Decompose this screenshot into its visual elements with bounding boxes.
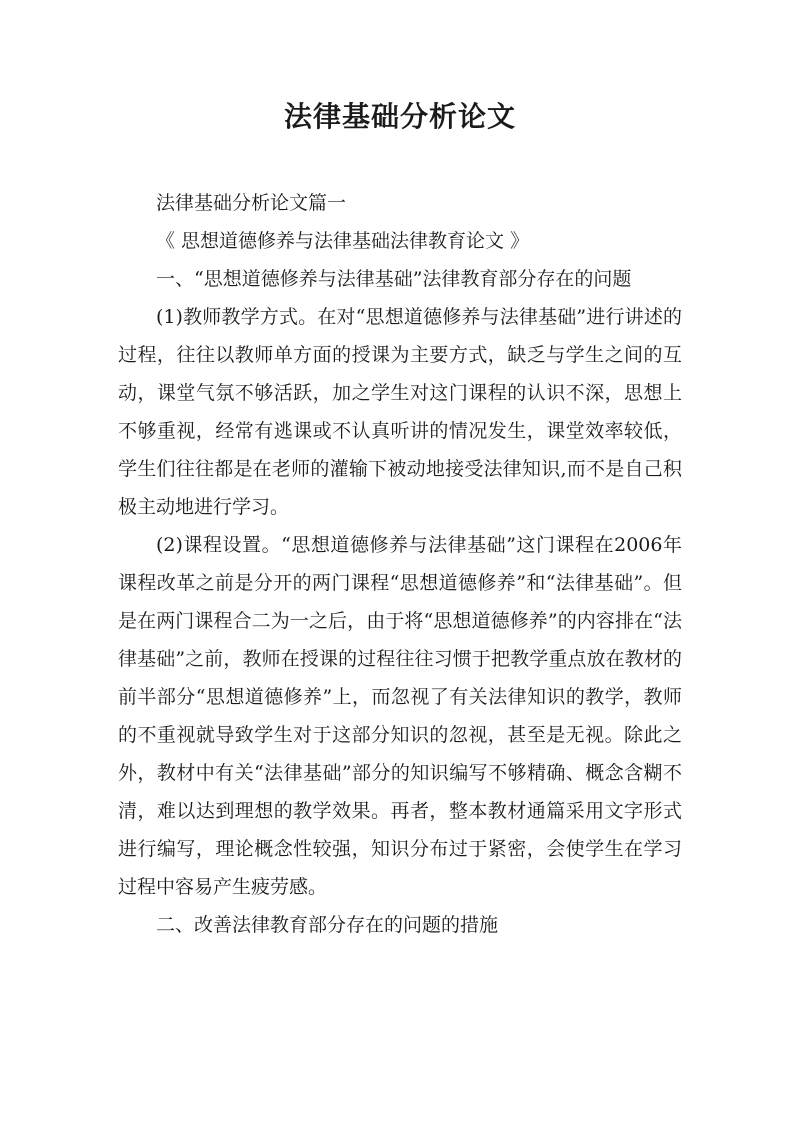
document-title: 法律基础分析论文 — [283, 100, 516, 133]
paragraph-teaching-method: (1)教师教学方式。在对“思想道德修养与法律基础”进行讲述的过程，往往以教师单方面的授课为主要方式，缺乏与学生之间的互动，课堂气氛不够活跃，加之学生对这门课程的认识不深，思想上不够重视，经常有逃课或不认真听讲的情况发生，课堂效率较低，学生们往往都是在老师的灌输下被动地接受法律知识,而不是自己积极主动地进行学习。 — [118, 306, 682, 518]
paragraph-part-one-heading: 一、“思想道德修养与法律基础”法律教育部分存在的问题 — [156, 268, 632, 290]
document-body — [118, 184, 682, 944]
paragraph-part-two-heading: 二、改善法律教育部分存在的问题的措施 — [156, 914, 499, 936]
paragraph-course-setup: (2)课程设置。“思想道德修养与法律基础”这门课程在2006年课程改革之前是分开的两门课程“思想道德修养”和“法律基础”。但是在两门课程合二为一之后，由于将“思想道德修养”的内容排在“法律基础”之前，教师在授课的过程往往习惯于把教学重点放在教材的前半部分“思想道德修养”上，而忽视了有关法律知识的教学，教师的不重视就导致学生对于这部分知识的忽视，甚至是无视。除此之外，教材中有关“法律基础”部分的知识编写不够精确、概念含糊不清，难以达到理想的教学效果。再者，整本教材通篇采用文字形式进行编写，理论概念性较强，知识分布过于紧密，会使学生在学习过程中容易产生疲劳感。 — [118, 534, 682, 898]
paragraph-section-heading: 法律基础分析论文篇一 — [156, 192, 347, 214]
paragraph-article-title: 《 思想道德修养与法律基础法律教育论文 》 — [156, 230, 530, 252]
